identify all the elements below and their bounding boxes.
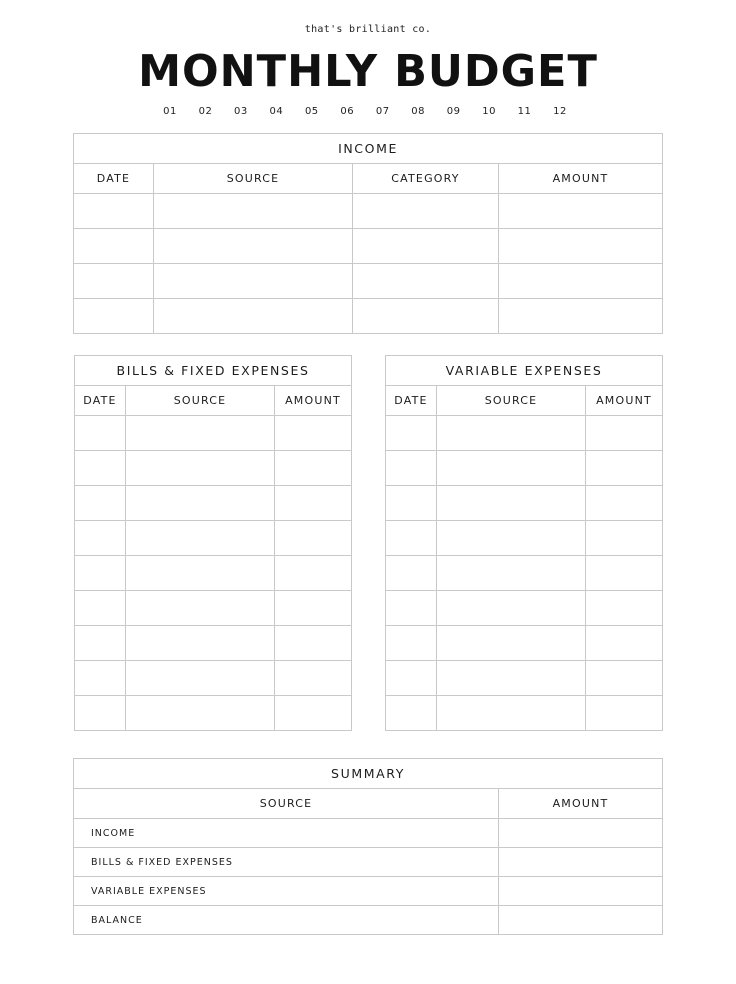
income-row [74,229,663,264]
month-11[interactable]: 11 [517,106,532,117]
variable-cell[interactable] [586,416,663,451]
bills-cell[interactable] [75,591,126,626]
month-12[interactable]: 12 [553,106,567,117]
income-cell[interactable] [499,299,663,334]
bills-cell[interactable] [75,661,126,696]
summary-amount-balance[interactable] [499,906,663,935]
income-cell[interactable] [74,229,154,264]
month-03[interactable]: 03 [234,106,248,117]
income-table [73,133,663,334]
income-cell[interactable] [353,229,499,264]
variable-row [386,451,663,486]
variable-cell[interactable] [386,486,437,521]
income-cell[interactable] [154,264,353,299]
bills-cell[interactable] [275,521,352,556]
bills-cell[interactable] [275,486,352,521]
variable-cell[interactable] [386,661,437,696]
variable-col-date: DATE [386,386,437,416]
variable-cell[interactable] [386,556,437,591]
bills-cell[interactable] [275,591,352,626]
bills-table [74,355,352,731]
variable-cell[interactable] [586,696,663,731]
variable-col-source: SOURCE [437,386,586,416]
bills-cell[interactable] [75,626,126,661]
summary-table [73,758,663,935]
bills-cell[interactable] [126,416,275,451]
month-01[interactable]: 01 [163,106,177,117]
variable-cell[interactable] [437,556,586,591]
income-cell[interactable] [154,194,353,229]
variable-row [386,521,663,556]
bills-title: BILLS & FIXED EXPENSES [75,356,352,386]
month-09[interactable]: 09 [446,106,461,117]
income-col-category: CATEGORY [353,164,499,194]
bills-cell[interactable] [275,661,352,696]
bills-cell[interactable] [275,626,352,661]
bills-cell[interactable] [75,696,126,731]
bills-row [75,416,352,451]
income-col-amount: AMOUNT [499,164,663,194]
bills-row [75,591,352,626]
month-04[interactable]: 04 [269,106,284,117]
bills-col-amount: AMOUNT [275,386,352,416]
variable-cell[interactable] [437,591,586,626]
income-row [74,264,663,299]
bills-cell[interactable] [126,486,275,521]
summary-amount-bills[interactable] [499,848,663,877]
variable-cell[interactable] [386,696,437,731]
variable-cell[interactable] [437,416,586,451]
income-row [74,299,663,334]
bills-row [75,521,352,556]
bills-cell[interactable] [126,591,275,626]
variable-cell[interactable] [386,451,437,486]
income-title: INCOME [74,134,663,164]
bills-cell[interactable] [275,556,352,591]
bills-row [75,626,352,661]
bills-cell[interactable] [75,486,126,521]
bills-cell[interactable] [75,521,126,556]
summary-label-income: INCOME [74,819,499,848]
variable-row [386,486,663,521]
bills-cell[interactable] [126,661,275,696]
income-cell[interactable] [499,264,663,299]
income-cell[interactable] [154,229,353,264]
variable-cell[interactable] [437,626,586,661]
variable-cell[interactable] [586,591,663,626]
brand-name: that's brilliant co. [304,24,432,35]
month-06[interactable]: 06 [340,106,355,117]
bills-cell[interactable] [75,416,126,451]
variable-row [386,591,663,626]
summary-label-balance: BALANCE [74,906,499,935]
bills-cell[interactable] [126,451,275,486]
bills-cell[interactable] [75,556,126,591]
variable-cell[interactable] [586,661,663,696]
bills-row [75,661,352,696]
variable-cell[interactable] [386,521,437,556]
month-selector [155,106,575,122]
variable-row [386,626,663,661]
bills-row [75,486,352,521]
summary-amount-variable[interactable] [499,877,663,906]
variable-title: VARIABLE EXPENSES [386,356,663,386]
income-cell[interactable] [74,264,154,299]
month-08[interactable]: 08 [411,106,426,117]
month-02[interactable]: 02 [198,106,213,117]
variable-cell[interactable] [586,556,663,591]
bills-col-source: SOURCE [126,386,275,416]
variable-cell[interactable] [437,661,586,696]
variable-row [386,556,663,591]
variable-row [386,661,663,696]
income-cell[interactable] [353,299,499,334]
income-cell[interactable] [74,194,154,229]
variable-row [386,696,663,731]
page-title: MONTHLY BUDGET [138,46,598,97]
variable-row [386,416,663,451]
month-05[interactable]: 05 [304,106,319,117]
summary-amount-income[interactable] [499,819,663,848]
month-10[interactable]: 10 [482,106,496,117]
income-col-source: SOURCE [154,164,353,194]
income-cell[interactable] [499,194,663,229]
variable-table [385,355,663,731]
income-col-date: DATE [74,164,154,194]
income-cell[interactable] [74,299,154,334]
variable-cell[interactable] [586,626,663,661]
variable-cell[interactable] [586,451,663,486]
income-cell[interactable] [353,264,499,299]
income-cell[interactable] [499,229,663,264]
summary-label-bills: BILLS & FIXED EXPENSES [74,848,499,877]
income-rows [74,194,663,334]
bills-row [75,451,352,486]
bills-row [75,696,352,731]
summary-label-variable: VARIABLE EXPENSES [74,877,499,906]
bills-row [75,556,352,591]
summary-col-amount: AMOUNT [499,789,663,819]
bills-cell[interactable] [75,451,126,486]
variable-cell[interactable] [386,591,437,626]
variable-cell[interactable] [386,416,437,451]
income-cell[interactable] [353,194,499,229]
bills-cell[interactable] [126,626,275,661]
bills-col-date: DATE [75,386,126,416]
variable-cell[interactable] [586,521,663,556]
month-07[interactable]: 07 [375,106,390,117]
bills-cell[interactable] [126,696,275,731]
income-row [74,194,663,229]
variable-col-amount: AMOUNT [586,386,663,416]
bills-cell[interactable] [275,416,352,451]
variable-cell[interactable] [437,696,586,731]
bills-rows [75,416,352,731]
bills-cell[interactable] [275,451,352,486]
variable-cell[interactable] [437,521,586,556]
variable-cell[interactable] [386,626,437,661]
bills-cell[interactable] [126,521,275,556]
variable-cell[interactable] [437,486,586,521]
variable-cell[interactable] [586,486,663,521]
variable-cell[interactable] [437,451,586,486]
summary-title: SUMMARY [74,759,663,789]
bills-cell[interactable] [275,696,352,731]
variable-rows [386,416,663,731]
income-cell[interactable] [154,299,353,334]
bills-cell[interactable] [126,556,275,591]
summary-col-source: SOURCE [74,789,499,819]
